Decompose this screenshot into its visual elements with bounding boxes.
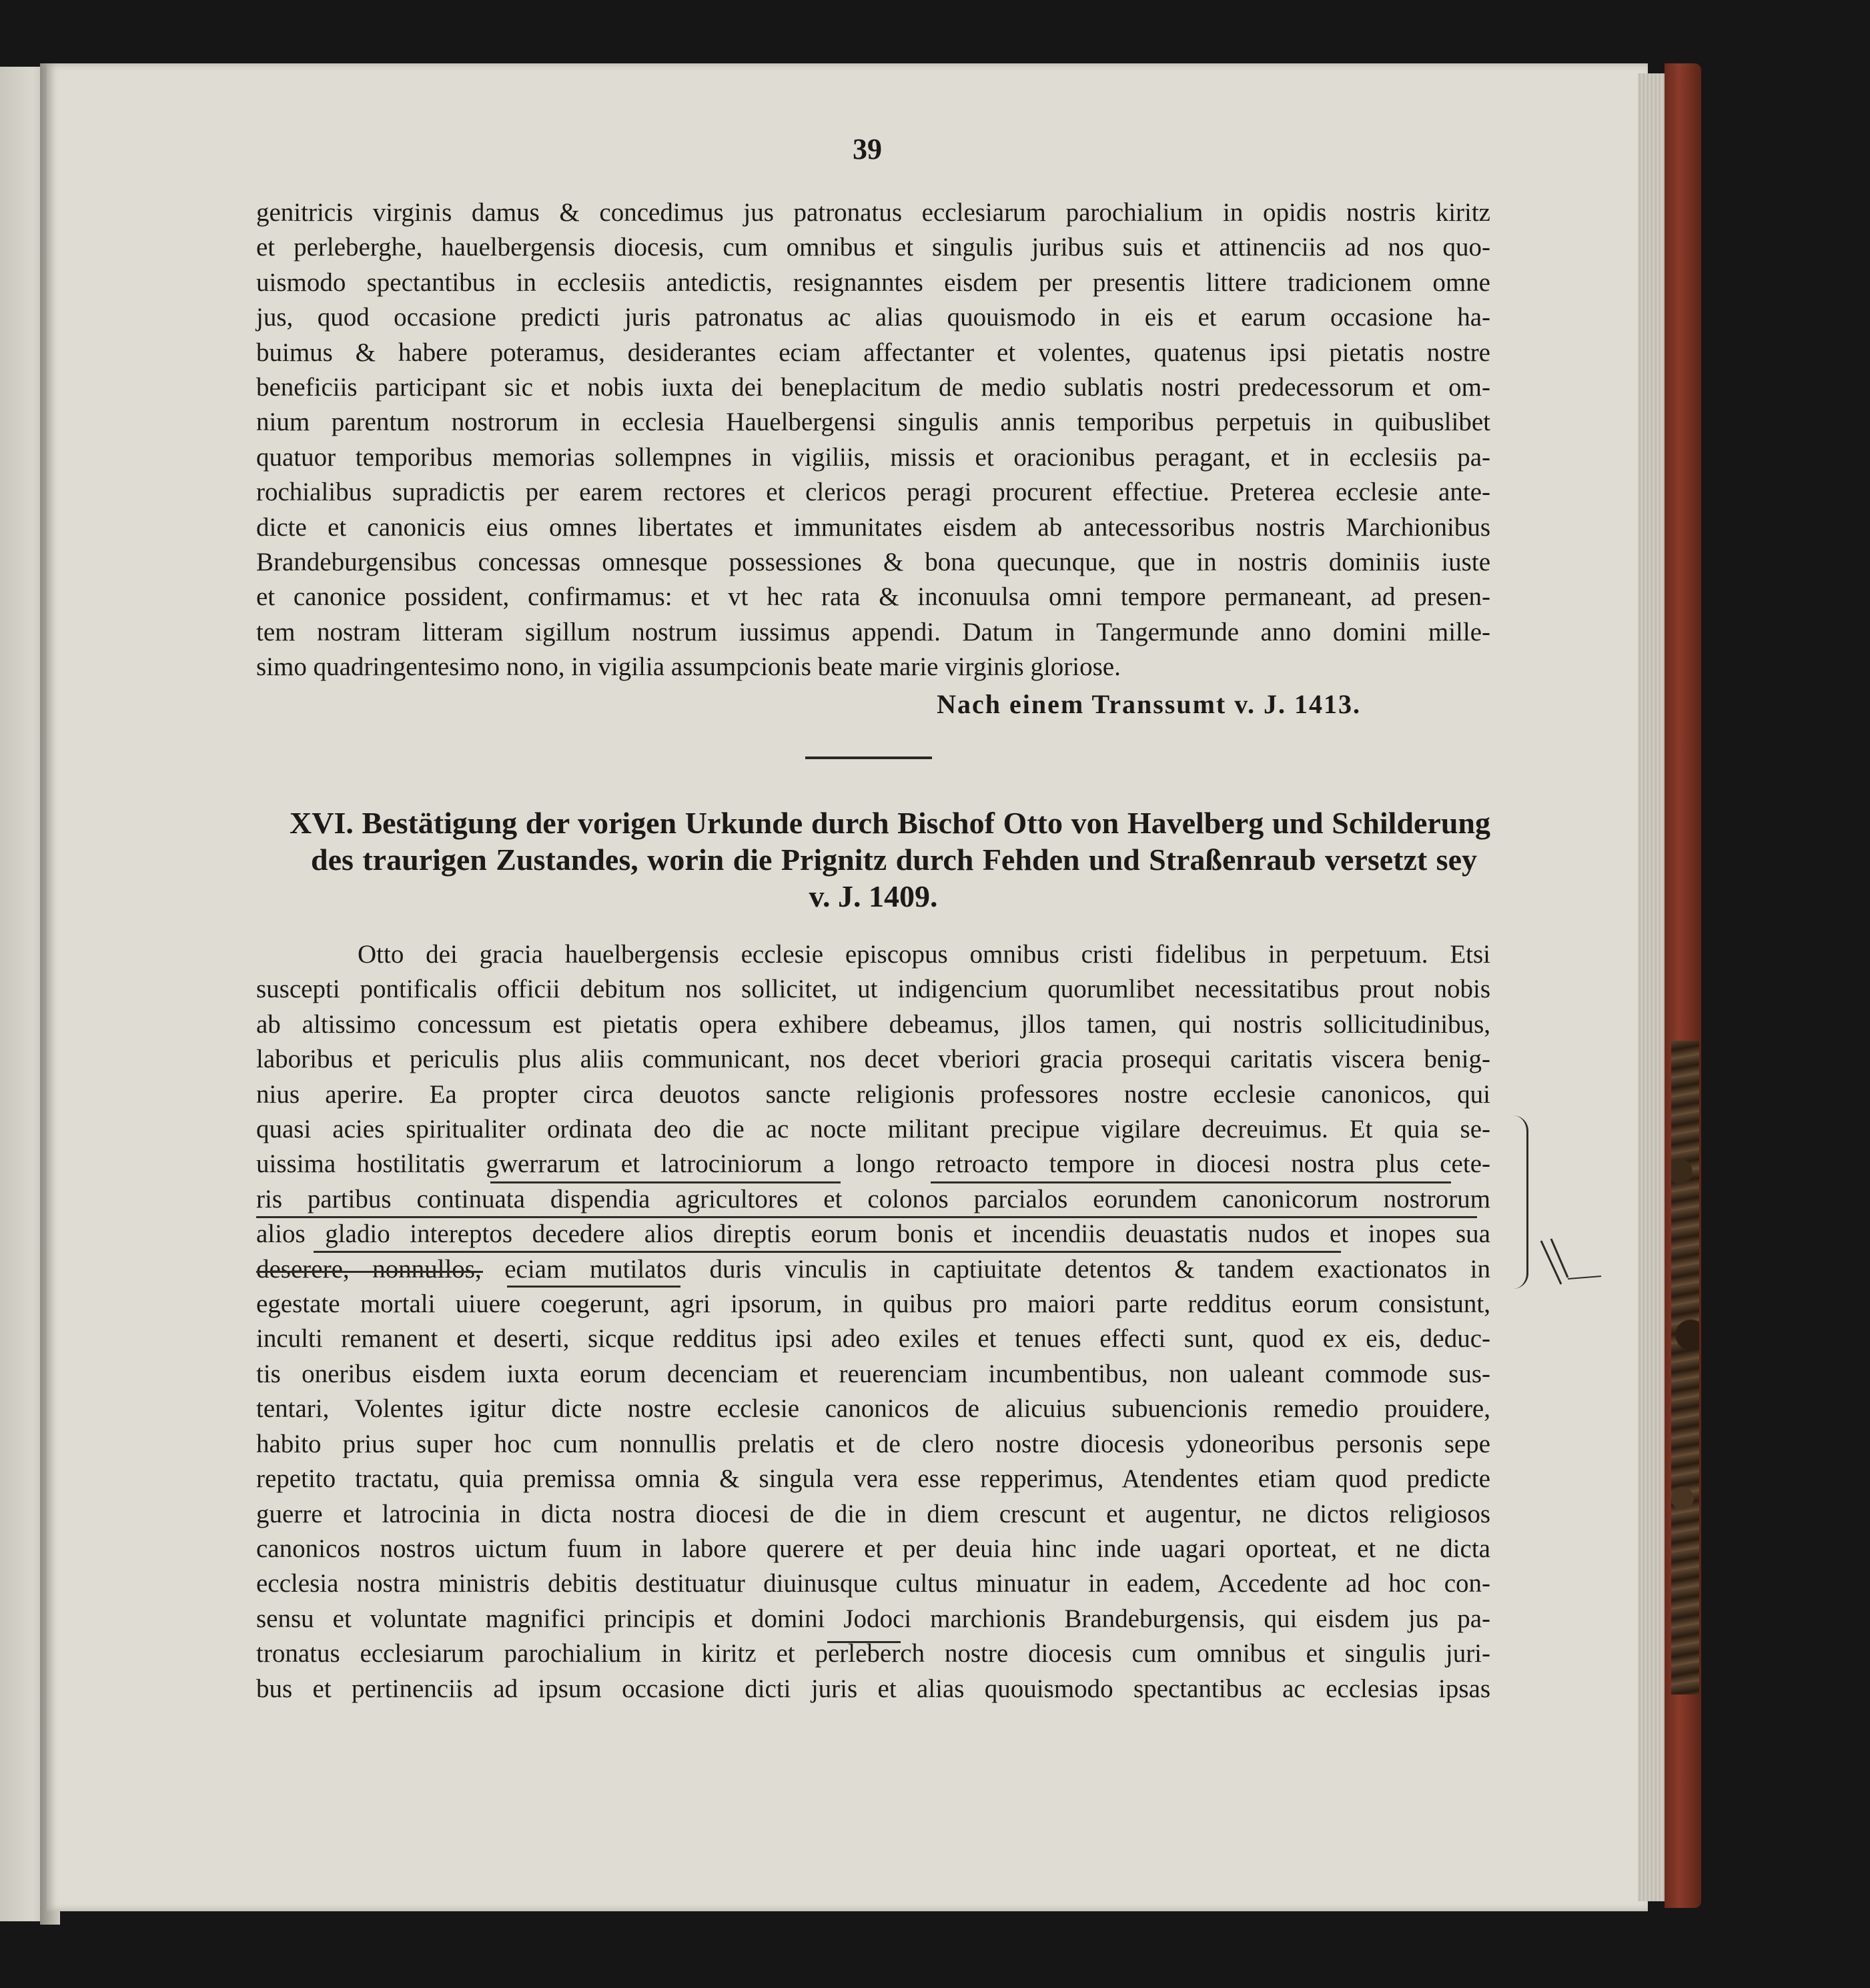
text-line: genitricis virginis damus & concedimus jus patronatus ecclesiarum parochialium in opidis nostris kiritz [256, 198, 1490, 227]
text-line: ecclesia nostra ministris debitis destituatur diuinusque cultus minuatur in eadem, Accedente ad hoc con- [256, 1569, 1490, 1598]
text-line: nium parentum nostrorum in ecclesia Hauelbergensi singulis annis temporibus perpetuis in quibuslibet [256, 408, 1490, 437]
heading-line: v. J. 1409. [809, 879, 938, 913]
text-line: deserere, nonnullos, eciam mutilatos duris vinculis in captiuitate detentos & tandem exactionatos in [256, 1254, 1490, 1284]
text-line: tis oneribus eisdem iuxta eorum decenciam et reuerenciam incumbentibus, non ualeant commode sus- [256, 1359, 1490, 1388]
text-line: tronatus ecclesiarum parochialium in kiritz et perleberch nostre diocesis cum omnibus et singulis juri- [256, 1639, 1490, 1668]
text-line: jus, quod occasione predicti juris patronatus ac alias quouismodo in eis et earum occasione ha- [256, 303, 1490, 332]
ink-underline [827, 1641, 901, 1643]
ink-underline [256, 1216, 1477, 1218]
text-line: simo quadringentesimo nono, in vigilia assumpcionis beate marie virginis gloriose. [256, 652, 1121, 682]
heading-line: des traurigen Zustandes, worin die Prignitz durch Fehden und Straßenraub versetzt sey [311, 843, 1477, 877]
ink-underline [256, 1271, 483, 1273]
text-line: alios gladio intereptos decedere alios direptis eorum bonis et incendiis deuastatis nudos et inopes sua [256, 1219, 1490, 1249]
section-divider [805, 757, 932, 759]
page-number: 39 [853, 133, 882, 165]
source-note: Nach einem Transsumt v. J. 1413. [937, 689, 1361, 719]
text-line: Brandeburgensibus concessas omnesque possessiones & bona quecunque, que in nostris dominiis iuste [256, 548, 1490, 577]
text-line: bus et pertinenciis ad ipsum occasione dicti juris et alias quouismodo spectantibus ac ecclesias ipsas [256, 1674, 1490, 1703]
margin-bracket [1513, 1115, 1528, 1289]
text-line: uissima hostilitatis gwerrarum et latrociniorum a longo retroacto tempore in diocesi nostra plus cete- [256, 1149, 1490, 1179]
text-line: suscepti pontificalis officii debitum nos sollicitet, ut indigencium quorumlibet necessitatibus prout nobis [256, 975, 1490, 1004]
text-line: repetito tractatu, quia premissa omnia & singula vera esse repperimus, Atendentes etiam quod predicte [256, 1464, 1490, 1494]
text-line: tem nostram litteram sigillum nostrum iussimus appendi. Datum in Tangermunde anno domini mille- [256, 617, 1490, 646]
text-line: et canonice possident, confirmamus: et vt hec rata & inconuulsa omni tempore permaneant, ad presen- [256, 582, 1490, 612]
ink-underline [931, 1181, 1451, 1183]
text-line: uismodo spectantibus in ecclesiis antedictis, resignanntes eisdem per presentis littere tradicionem omne [256, 268, 1490, 297]
ink-underline [490, 1181, 841, 1183]
continuation-text [256, 195, 1490, 685]
text-line: laboribus et periculis plus aliis communicant, nos decet vberiori gracia prosequi caritatis viscera benig- [256, 1045, 1490, 1074]
ink-underline [507, 1286, 680, 1288]
text-line: Otto dei gracia hauelbergensis ecclesie episcopus omnibus cristi fidelibus in perpetuum. Etsi [358, 940, 1490, 969]
text-line: tentari, Volentes igitur dicte nostre ecclesie canonicos de alicuius subuencionis remedio prouidere, [256, 1394, 1490, 1424]
text-line: rochialibus supradictis per earem rectores et clericos peragi procurent effectiue. Preterea ecclesie ante- [256, 478, 1490, 507]
text-line: et perleberghe, hauelbergensis diocesis, cum omnibus et singulis juribus suis et attinenciis ad nos quo- [256, 233, 1490, 262]
text-line: quasi acies spiritualiter ordinata deo die ac nocte militant precipue vigilare decreuimus. Et quia se- [256, 1115, 1490, 1144]
text-line: ris partibus continuata dispendia agricultores et colonos parcialos eorundem canonicorum nostrorum [256, 1184, 1490, 1213]
ink-underline [314, 1251, 1341, 1253]
text-line: buimus & habere poteramus, desiderantes eciam affectanter et volentes, quatenus ipsi pietatis nostre [256, 338, 1490, 367]
text-line: nius aperire. Ea propter circa deuotos sancte religionis professores nostre ecclesie canonicos, qui [256, 1079, 1490, 1109]
marbled-cover-edge [1671, 1041, 1699, 1694]
document-heading [256, 805, 1490, 915]
text-line: guerre et latrocinia in dicta nostra diocesi de die in diem crescunt et augentur, ne dictos religiosos [256, 1499, 1490, 1528]
margin-annotation-mark [1534, 1237, 1608, 1291]
text-line: quatuor temporibus memorias sollempnes in vigiliis, missis et oracionibus peragant, et in ecclesiis pa- [256, 442, 1490, 472]
text-line: ab altissimo concessum est pietatis opera exhibere debeamus, jllos tamen, qui nostris sollicitudinibus, [256, 1009, 1490, 1039]
heading-line: XVI. Bestätigung der vorigen Urkunde durch Bischof Otto von Havelberg und Schilderung [290, 806, 1490, 840]
text-line: canonicos nostros uictum fuum in labore querere et per deuia hinc inde uagari oporteat, et ne dicta [256, 1534, 1490, 1563]
text-line: inculti remanent et deserti, sicque redditus ipsi adeo exiles et tenues effecti sunt, quod ex eis, deduc- [256, 1324, 1490, 1354]
text-line: beneficiis participant sic et nobis iuxta dei beneplacitum de medio sublatis nostri predecessorum et om- [256, 373, 1490, 402]
text-line: habito prius super hoc cum nonnullis prelatis et de clero nostre diocesis ydoneoribus personis sepe [256, 1429, 1490, 1458]
document-body [256, 937, 1490, 1706]
text-line: egestate mortali uiuere coegerunt, agri ipsorum, in quibus pro maiori parte redditus eorum consistunt, [256, 1290, 1490, 1319]
text-line: sensu et voluntate magnifici principis et domini Jodoci marchionis Brandeburgensis, qui eisdem jus pa- [256, 1604, 1490, 1633]
text-line: dicte et canonicis eius omnes libertates et immunitates eisdem ab antecessoribus nostris Marchionibus [256, 512, 1490, 542]
